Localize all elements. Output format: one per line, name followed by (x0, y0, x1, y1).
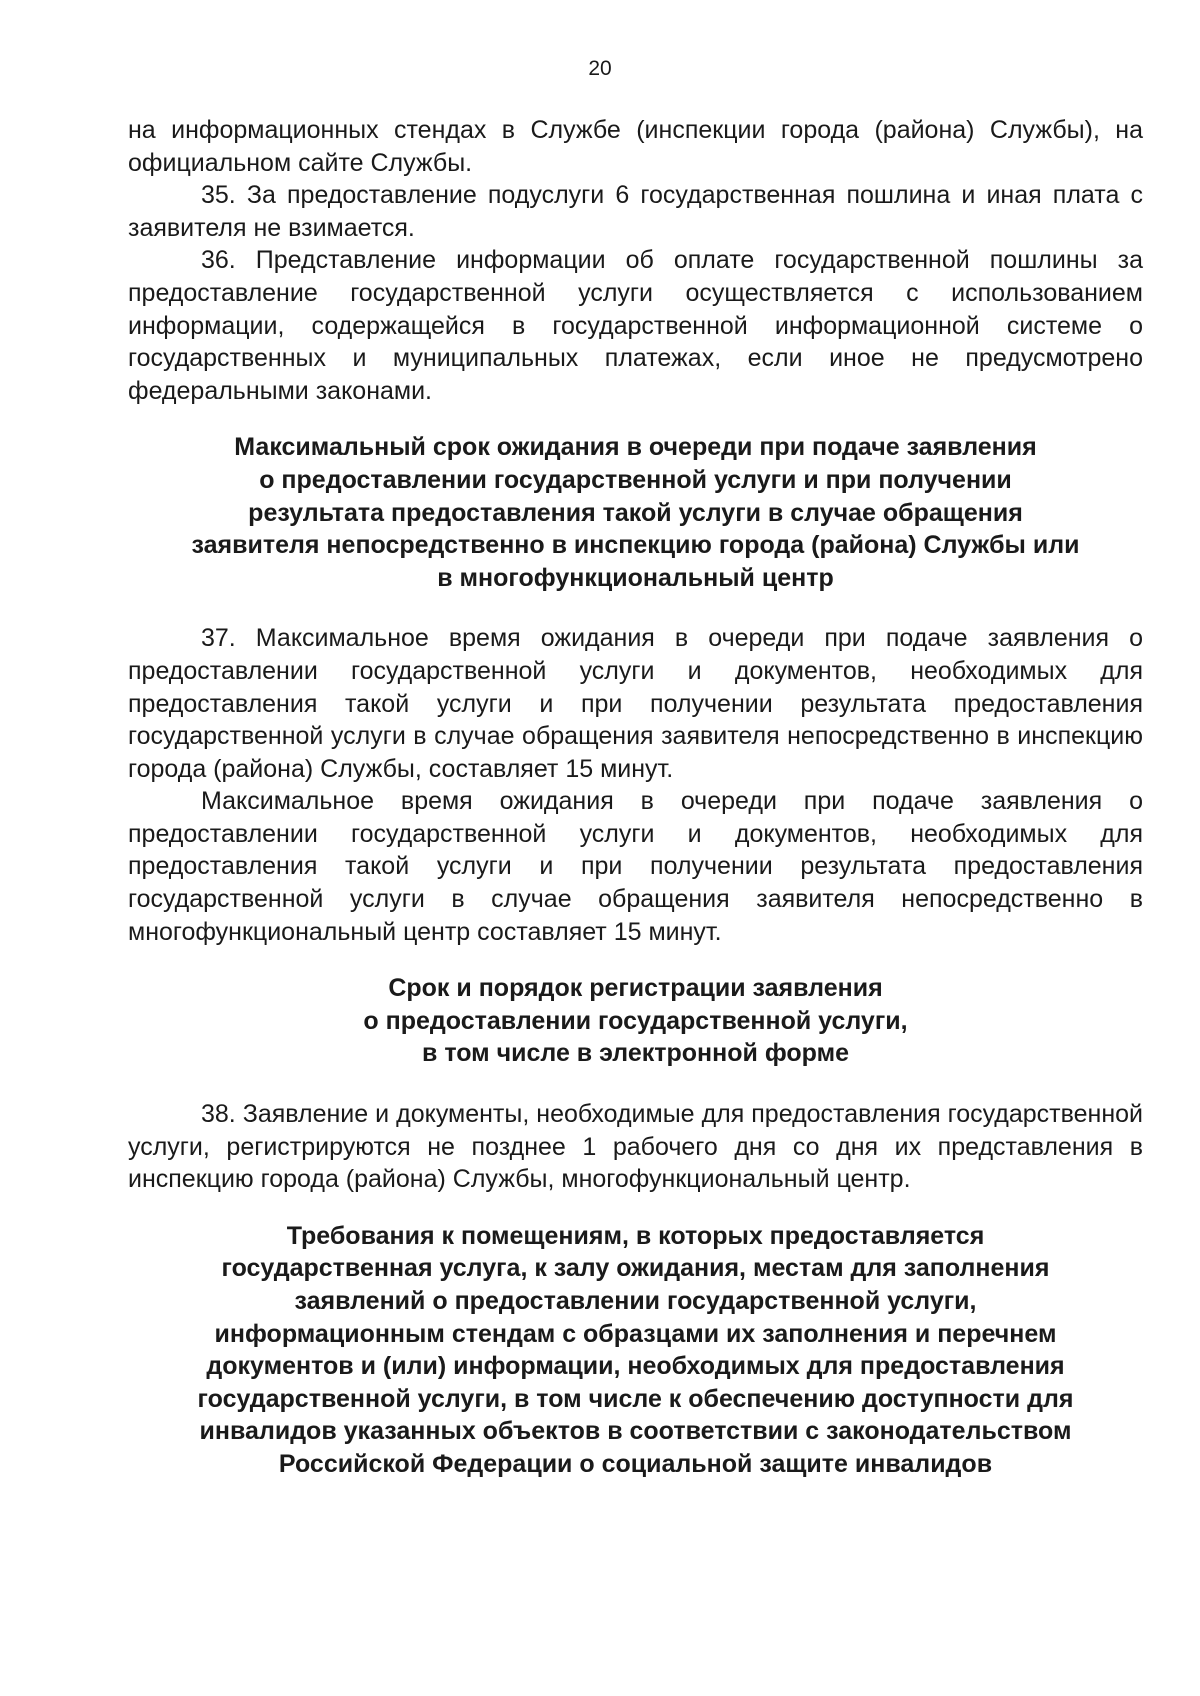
heading-line: в многофункциональный центр (437, 563, 834, 592)
document-body (128, 114, 1143, 1481)
heading-line: информационным стендам с образцами их заполнения и перечнем (214, 1319, 1057, 1348)
section-heading-waiting-time (128, 431, 1143, 594)
heading-line: о предоставлении государственной услуги и при получении (259, 465, 1012, 494)
page-number: 20 (588, 57, 612, 80)
heading-line: в том числе в электронной форме (422, 1039, 849, 1068)
heading-line: Требования к помещениям, в которых предоставляется (286, 1221, 985, 1250)
heading-line: инвалидов указанных объектов в соответствии с законодательством (199, 1417, 1072, 1446)
heading-line: государственная услуга, к залу ожидания, местам для заполнения (221, 1254, 1050, 1283)
heading-line: заявлений о предоставлении государственной услуги, (294, 1287, 977, 1315)
heading-line: Максимальный срок ожидания в очереди при подаче заявления (234, 433, 1037, 462)
heading-line: результата предоставления такой услуги в случае обращения (248, 498, 1023, 527)
heading-line: заявителя непосредственно в инспекцию города (района) Службы или (191, 531, 1080, 560)
paragraph-35: 35. За предоставление подуслуги 6 государственная пошлина и иная плата с заявителя не взимается. (128, 181, 1143, 242)
paragraph-37: 37. Максимальное время ожидания в очереди при подаче заявления о предоставлении государственной услуги и документов, необходимых для предоставления такой услуги и при получении результата предоставления государственной услуги в случае обращения заявителя непосредственно в инспекцию города (района) Службы, составляет 15 минут. (128, 624, 1143, 783)
heading-line: документов и (или) информации, необходимых для предоставления (206, 1352, 1065, 1381)
heading-line: Срок и порядок регистрации заявления (388, 974, 883, 1003)
paragraph-37-mfc: Максимальное время ожидания в очереди при подаче заявления о предоставлении государственной услуги и документов, необходимых для предоставления такой услуги и при получении результата предоставления государственной услуги в случае обращения заявителя непосредственно в многофункциональный центр составляет 15 минут. (128, 787, 1143, 946)
paragraph-continuation: на информационных стендах в Службе (инспекции города (района) Службы), на официальном сайте Службы. (128, 116, 1143, 177)
section-heading-premises (128, 1220, 1143, 1481)
heading-line: государственной услуги, в том числе к обеспечению доступности для (197, 1384, 1074, 1413)
heading-line: о предоставлении государственной услуги, (363, 1006, 908, 1035)
heading-line: Российской Федерации о социальной защите инвалидов (278, 1449, 993, 1478)
paragraph-38: 38. Заявление и документы, необходимые для предоставления государственной услуги, регистрируются не позднее 1 рабочего дня со дня их представления в инспекцию города (района) Службы, многофункциональный центр. (128, 1100, 1143, 1194)
section-heading-registration (128, 972, 1143, 1070)
paragraph-36: 36. Представление информации об оплате государственной пошлины за предоставление государственной услуги осуществляется с использованием информации, содержащейся в государственной информационной системе о государственных и муниципальных платежах, если иное не предусмотрено федеральными законами. (128, 246, 1143, 405)
